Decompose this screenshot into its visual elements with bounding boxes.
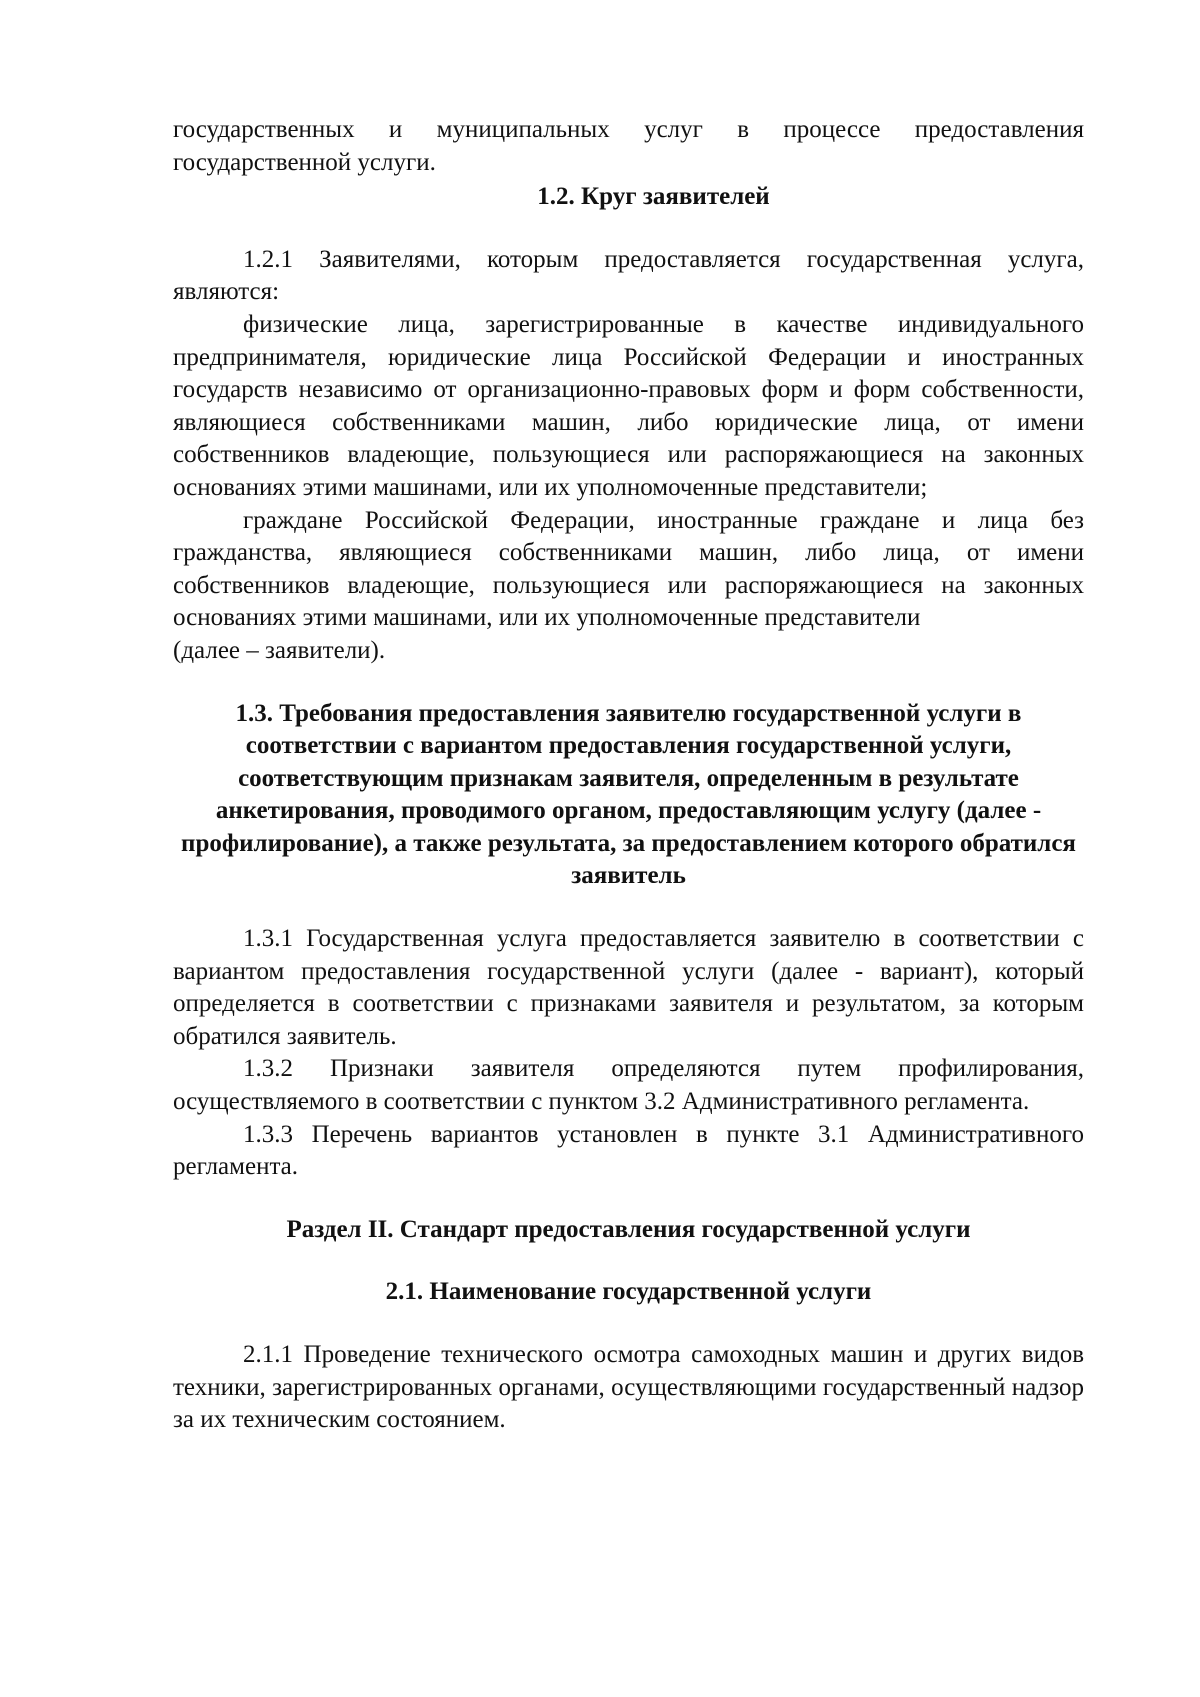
paragraph-1-3-1: 1.3.1 Государственная услуга предоставляется заявителю в соответствии с вариантом предоставления государственной услуги (далее - вариант), который определяется в соответствии с признаками заявителя и результатом, за которым обратился заявитель. — [173, 925, 1084, 1050]
paragraph-2-1-1: 2.1.1 Проведение технического осмотра самоходных машин и других видов техники, зарегистрированных органами, осуществляющими государственный надзор за их техническим состоянием. — [173, 1341, 1084, 1434]
paragraph-applicants-note: (далее – заявители). — [173, 636, 386, 664]
paragraph-1-3-3: 1.3.3 Перечень вариантов установлен в пункте 3.1 Административного регламента. — [173, 1120, 1084, 1181]
paragraph-citizens: граждане Российской Федерации, иностранные граждане и лица без гражданства, являющиеся собственниками машин, либо лица, от имени собственников владеющие, пользующиеся или распоряжающиеся на законных основаниях этими машинами, или их уполномоченные представители — [173, 506, 1084, 632]
section-heading-2: Раздел II. Стандарт предоставления государственной услуги — [286, 1215, 971, 1243]
paragraph-1-2-1: 1.2.1 Заявителями, которым предоставляется государственная услуга, являются: — [173, 245, 1084, 306]
paragraph-1-3-2: 1.3.2 Признаки заявителя определяются путем профилирования, осуществляемого в соответствии с пунктом 3.2 Административного регламента. — [173, 1055, 1084, 1116]
section-heading-1-2: 1.2. Круг заявителей — [537, 183, 770, 211]
paragraph-individuals: физические лица, зарегистрированные в качестве индивидуального предпринимателя, юридические лица Российской Федерации и иностранных государств независимо от организационно-правовых форм и форм собственности, являющиеся собственниками машин, либо юридические лица, от имени собственников владеющие, пользующиеся или распоряжающиеся на законных основаниях этими машинами, или их уполномоченные представители; — [173, 310, 1084, 501]
intro-paragraph: государственных и муниципальных услуг в процессе предоставления государственной услуги. — [173, 116, 1084, 176]
section-heading-2-1: 2.1. Наименование государственной услуги — [385, 1278, 872, 1306]
section-heading-1-3: 1.3. Требования предоставления заявителю государственной услуги в соответствии с вариантом предоставления государственной услуги, соответствующим признакам заявителя, определенным в результате анкетирования, проводимого органом, предоставляющим услугу (далее - профилирование), а также результата, за предоставлением которого обратился заявитель — [181, 699, 1076, 890]
